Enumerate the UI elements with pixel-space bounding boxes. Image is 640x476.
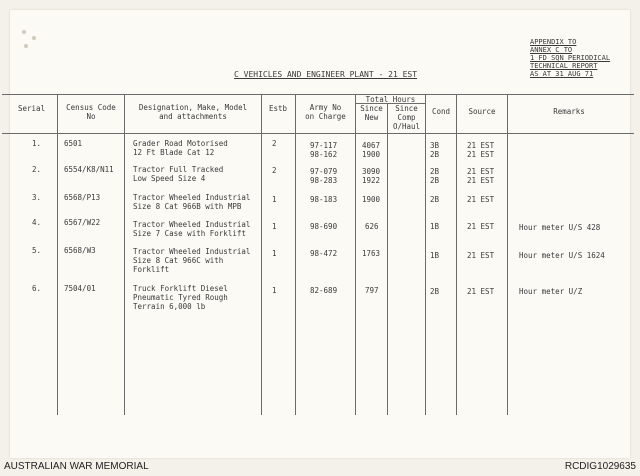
row-5-designation [133, 247, 250, 274]
header-designation [126, 103, 260, 121]
row-5-designation-line: Size 8 Cat 966C with [133, 256, 224, 265]
row-2-estb: 2 [272, 166, 277, 175]
row-1-cond-line: 3B [430, 141, 440, 150]
header-since-comp-line-2: Comp [397, 113, 416, 122]
row-1-source-line: 21 EST [467, 141, 495, 150]
row-2-designation [133, 165, 223, 183]
row-5-since-new: 1763 [362, 249, 381, 258]
row-3-estb: 1 [272, 195, 277, 204]
row-2-army-no-line: 98-283 [310, 176, 338, 185]
row-5-source: 21 EST [467, 251, 495, 260]
row-6-army-no: 82-689 [310, 286, 338, 295]
row-2-census: 6554/K8/N11 [64, 165, 114, 174]
row-2-designation-line: Tractor Full Tracked [133, 165, 224, 174]
header-since-new-line-1: Since [360, 104, 383, 113]
appendix-line-1: APPENDIX TO [530, 38, 577, 46]
col-divider [57, 95, 58, 415]
header-army-line-1: Army No [309, 103, 342, 112]
row-1-source-line: 21 EST [467, 150, 495, 159]
row-2-cond-line: 2B [430, 167, 440, 176]
row-4-cond: 1B [430, 222, 440, 231]
row-2-army-no-line: 97-079 [310, 167, 338, 176]
row-5-census: 6568/W3 [64, 246, 96, 255]
col-divider [355, 95, 356, 415]
row-4-designation-line: Tractor Wheeled Industrial [133, 220, 251, 229]
row-3-census: 6568/P13 [64, 193, 101, 202]
col-divider [295, 95, 296, 415]
row-6-since-new: 797 [365, 286, 379, 295]
row-5-estb: 1 [272, 249, 277, 258]
row-2-since-new [362, 167, 380, 185]
row-2-serial: 2. [32, 165, 42, 174]
row-2-source-line: 21 EST [467, 176, 495, 185]
row-1-designation-line: Grader Road Motorised [133, 139, 228, 148]
header-remarks: Remarks [553, 107, 585, 116]
row-1-army-no-line: 98-162 [310, 150, 338, 159]
row-3-designation-line: Tractor Wheeled Industrial [133, 193, 251, 202]
row-6-remarks: Hour meter U/Z [519, 287, 583, 296]
header-cond: Cond [431, 107, 451, 116]
archive-reference: RCDIG1029635 [564, 461, 636, 472]
appendix-line-3: 1 FD SQN PERIODICAL [530, 54, 611, 62]
row-5-remarks: Hour meter U/S 1624 [519, 251, 605, 260]
row-6-estb: 1 [272, 286, 277, 295]
row-2-army-no [310, 167, 337, 185]
table-top-rule [2, 94, 634, 95]
col-divider [124, 95, 125, 415]
row-4-designation [133, 220, 250, 238]
header-army-line-2: on Charge [305, 112, 346, 121]
row-6-designation-line: Truck Forklift Diesel [133, 284, 228, 293]
row-6-designation-line: Terrain 6,000 lb [133, 302, 206, 311]
row-6-census: 7504/01 [64, 284, 96, 293]
header-designation-line-2: and attachments [159, 112, 227, 121]
row-4-census: 6567/W22 [64, 218, 101, 227]
row-2-designation-line: Low Speed Size 4 [133, 174, 206, 183]
row-4-serial: 4. [32, 218, 42, 227]
row-6-source: 21 EST [467, 287, 495, 296]
row-1-designation-line: 12 Ft Blade Cat 12 [133, 148, 215, 157]
header-since-comp-line-1: Since [395, 104, 418, 113]
row-1-since-new-line: 4067 [362, 141, 381, 150]
row-6-serial: 6. [32, 284, 42, 293]
row-1-army-no [310, 141, 337, 159]
row-6-designation [133, 284, 228, 311]
header-census-line-2: No [86, 112, 96, 121]
row-1-estb: 2 [272, 139, 277, 148]
col-divider [425, 95, 426, 415]
row-4-estb: 1 [272, 222, 277, 231]
row-2-cond-line: 2B [430, 176, 440, 185]
header-since-new-line-2: New [364, 113, 379, 122]
header-census-line-1: Census Code [66, 103, 116, 112]
row-2-cond [430, 167, 439, 185]
header-since-new [356, 104, 387, 122]
document-title: C VEHICLES AND ENGINEER PLANT - 21 EST [234, 70, 418, 79]
row-1-census: 6501 [64, 139, 83, 148]
row-2-source-line: 21 EST [467, 167, 495, 176]
header-army-no [296, 103, 355, 121]
row-4-army-no: 98-690 [310, 222, 338, 231]
row-1-cond [430, 141, 439, 159]
row-3-army-no: 98-183 [310, 195, 338, 204]
row-1-source [467, 141, 494, 159]
row-5-cond: 1B [430, 251, 440, 260]
row-4-designation-line: Size 7 Case with Forklift [133, 229, 246, 238]
row-1-army-no-line: 97-117 [310, 141, 338, 150]
archive-credit: AUSTRALIAN WAR MEMORIAL [4, 461, 149, 472]
row-1-designation [133, 139, 228, 157]
header-total-hours: Total Hours [365, 95, 416, 104]
row-1-since-new-line: 1900 [362, 150, 381, 159]
col-divider [456, 95, 457, 415]
col-divider [261, 95, 262, 415]
row-3-cond: 2B [430, 195, 440, 204]
header-since-comp-line-3: O/Haul [392, 122, 421, 131]
row-5-designation-line: Forklift [133, 265, 170, 274]
header-estb: Estb [268, 104, 288, 113]
col-divider [387, 104, 388, 415]
row-3-designation [133, 193, 250, 211]
row-1-since-new [362, 141, 380, 159]
row-2-since-new-line: 1922 [362, 176, 381, 185]
header-designation-line-1: Designation, Make, Model [138, 103, 248, 112]
row-3-serial: 3. [32, 193, 42, 202]
row-1-serial: 1. [32, 139, 42, 148]
row-2-source [467, 167, 494, 185]
appendix-line-4: TECHNICAL REPORT [530, 62, 598, 70]
row-4-remarks: Hour meter U/S 428 [519, 223, 601, 232]
appendix-line-5: AS AT 31 AUG 71 [530, 70, 594, 78]
row-5-army-no: 98-472 [310, 249, 338, 258]
row-2-since-new-line: 3090 [362, 167, 381, 176]
row-4-source: 21 EST [467, 222, 495, 231]
row-3-designation-line: Size 8 Cat 966B with MPB [133, 202, 242, 211]
header-since-comp [388, 104, 425, 131]
row-5-serial: 5. [32, 246, 42, 255]
col-divider [507, 95, 508, 415]
row-3-source: 21 EST [467, 195, 495, 204]
header-census-code [60, 103, 122, 121]
appendix-line-2: ANNEX C TO [530, 46, 573, 54]
table-header-rule [2, 133, 634, 134]
header-source: Source [468, 107, 496, 116]
row-3-since-new: 1900 [362, 195, 381, 204]
row-5-designation-line: Tractor Wheeled Industrial [133, 247, 251, 256]
row-6-designation-line: Pneumatic Tyred Rough [133, 293, 228, 302]
row-1-cond-line: 2B [430, 150, 440, 159]
appendix-reference [530, 38, 610, 78]
row-6-cond: 2B [430, 287, 440, 296]
row-4-since-new: 626 [365, 222, 379, 231]
header-serial: Serial [18, 104, 46, 113]
